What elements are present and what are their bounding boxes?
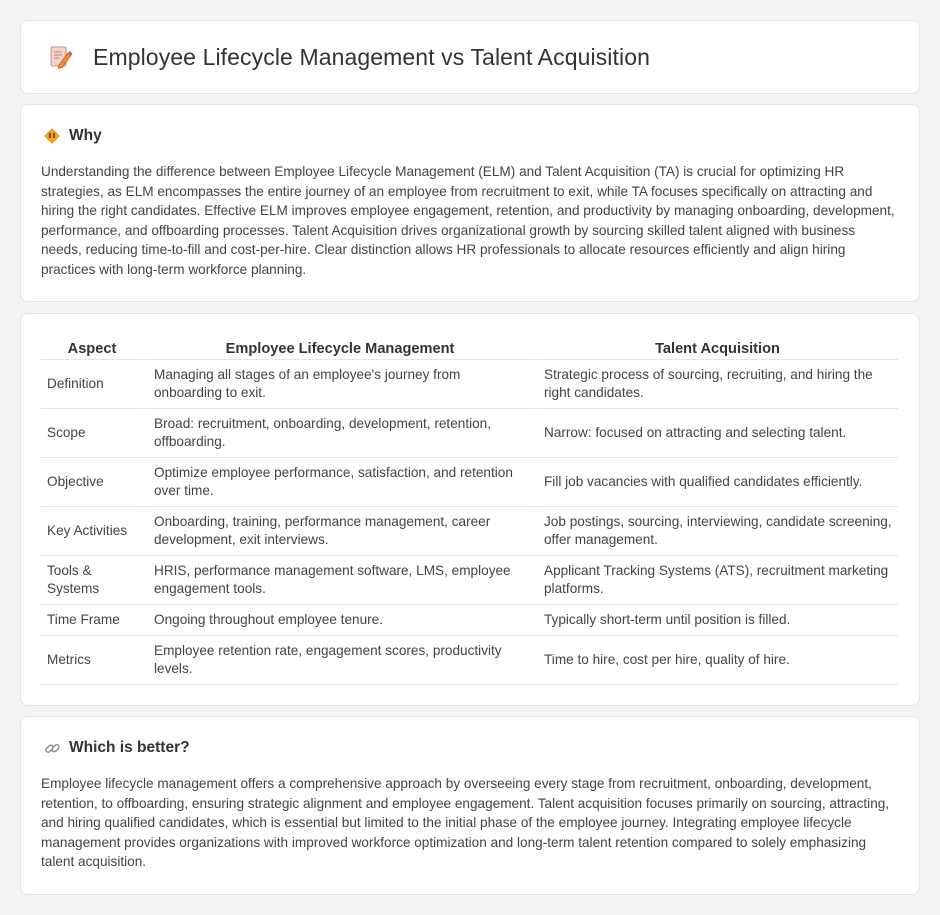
column-header-aspect: Aspect bbox=[41, 335, 144, 359]
row-aspect: Tools & Systems bbox=[41, 555, 144, 604]
row-ta-value: Applicant Tracking Systems (ATS), recruitment marketing platforms. bbox=[536, 555, 898, 604]
row-elm-value: Onboarding, training, performance management, career development, exit interviews. bbox=[144, 506, 536, 555]
row-elm-value: Ongoing throughout employee tenure. bbox=[144, 604, 536, 635]
document-edit-icon bbox=[45, 42, 75, 72]
row-aspect: Definition bbox=[41, 359, 144, 408]
table-header-row bbox=[41, 335, 898, 359]
diamond-warning-icon bbox=[43, 127, 61, 145]
column-header-elm: Employee Lifecycle Management bbox=[144, 335, 536, 359]
why-paragraph: Understanding the difference between Employee Lifecycle Management (ELM) and Talent Acquisition (TA) is crucial for optimizing HR strategies, as ELM encompasses the entire journey of an employee from recruitment to exit, while TA focuses specifically on attracting and hiring the right candidates. Effective ELM improves employee engagement, retention, and productivity by managing onboarding, development, performance, and offboarding processes. Talent Acquisition drives organizational growth by sourcing skilled talent aligned with business needs, reducing time-to-fill and cost-per-hire. Clear distinction allows HR professionals to allocate resources efficiently and align hiring practices with long-term workforce planning. bbox=[41, 164, 895, 277]
better-heading: Which is better? bbox=[69, 739, 190, 756]
row-ta-value: Strategic process of sourcing, recruiting, and hiring the right candidates. bbox=[536, 359, 898, 408]
which-is-better-section bbox=[20, 716, 920, 895]
row-ta-value: Typically short-term until position is filled. bbox=[536, 604, 898, 635]
table-row bbox=[41, 408, 898, 457]
row-ta-value: Job postings, sourcing, interviewing, candidate screening, offer management. bbox=[536, 506, 898, 555]
row-elm-value: Optimize employee performance, satisfaction, and retention over time. bbox=[144, 457, 536, 506]
row-elm-value: Employee retention rate, engagement scores, productivity levels. bbox=[144, 635, 536, 684]
link-icon bbox=[43, 739, 61, 757]
row-aspect: Objective bbox=[41, 457, 144, 506]
comparison-table bbox=[41, 335, 898, 685]
row-elm-value: Broad: recruitment, onboarding, development, retention, offboarding. bbox=[144, 408, 536, 457]
comparison-section bbox=[20, 313, 920, 706]
table-row bbox=[41, 635, 898, 684]
why-section bbox=[20, 104, 920, 302]
column-header-ta: Talent Acquisition bbox=[536, 335, 898, 359]
better-paragraph: Employee lifecycle management offers a comprehensive approach by overseeing every stage from recruitment, onboarding, development, retention, to offboarding, ensuring strategic alignment and employee engagement. Talent acquisition focuses primarily on sourcing, attracting, and hiring qualified candidates, which is essential but limited to the initial phase of the employee journey. Integrating employee lifecycle management provides organizations with improved workforce optimization and long-term talent retention compared to solely emphasizing talent acquisition. bbox=[41, 776, 890, 869]
row-ta-value: Fill job vacancies with qualified candidates efficiently. bbox=[536, 457, 898, 506]
row-elm-value: Managing all stages of an employee's journey from onboarding to exit. bbox=[144, 359, 536, 408]
row-ta-value: Time to hire, cost per hire, quality of hire. bbox=[536, 635, 898, 684]
table-row bbox=[41, 457, 898, 506]
row-ta-value: Narrow: focused on attracting and selecting talent. bbox=[536, 408, 898, 457]
title-card bbox=[20, 20, 920, 94]
page-title: Employee Lifecycle Management vs Talent Acquisition bbox=[93, 43, 650, 70]
table-row bbox=[41, 555, 898, 604]
row-aspect: Key Activities bbox=[41, 506, 144, 555]
row-aspect: Time Frame bbox=[41, 604, 144, 635]
row-aspect: Metrics bbox=[41, 635, 144, 684]
why-heading: Why bbox=[69, 127, 102, 144]
row-aspect: Scope bbox=[41, 408, 144, 457]
table-row bbox=[41, 359, 898, 408]
table-row bbox=[41, 506, 898, 555]
row-elm-value: HRIS, performance management software, LMS, employee engagement tools. bbox=[144, 555, 536, 604]
table-row bbox=[41, 604, 898, 635]
